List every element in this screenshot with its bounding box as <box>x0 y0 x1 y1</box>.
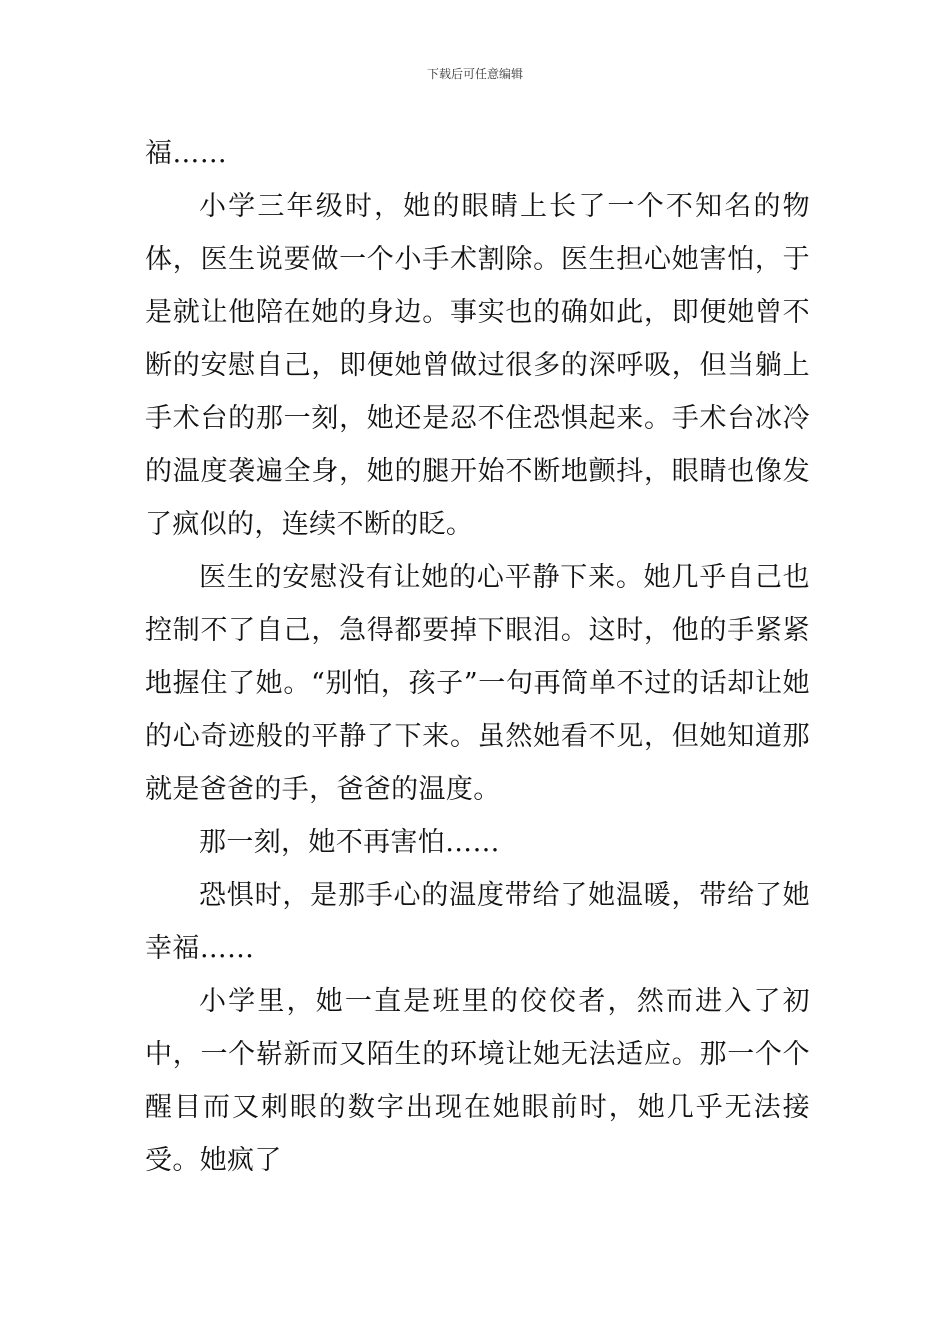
paragraph-continuation: 福…… <box>145 138 228 169</box>
paragraph-eye-surgery: 小学三年级时，她的眼睛上长了一个不知名的物体，医生说要做一个小手术割除。医生担心她害怕，于是就让他陪在她的身边。事实也的确如此，即便她曾不断的安慰自己，即便她曾做过很多的深呼吸，但当躺上手术台的那一刻，她还是忍不住恐惧起来。手术台冰冷的温度袭遍全身，她的腿开始不断地颤抖，眼睛也像发了疯似的，连续不断的眨。 <box>145 191 810 540</box>
paragraph-warmth: 恐惧时，是那手心的温度带给了她温暖，带给了她幸福…… <box>145 880 810 964</box>
paragraph-no-fear: 那一刻，她不再害怕…… <box>199 827 500 858</box>
page-header: 下载后可任意编辑 <box>426 67 523 81</box>
paragraph-father-hand: 医生的安慰没有让她的心平静下来。她几乎自己也控制不了自己，急得都要掉下眼泪。这时，他的手紧紧地握住了她。“别怕，孩子”一句再简单不过的话却让她的心奇迹般的平静了下来。虽然她看不见，但她知道那就是爸爸的手，爸爸的温度。 <box>145 562 810 805</box>
paragraph-middle-school: 小学里，她一直是班里的佼佼者，然而进入了初中，一个崭新而又陌生的环境让她无法适应。那一个个醒目而又刺眼的数字出现在她眼前时，她几乎无法接受。她疯了 <box>145 986 810 1176</box>
document-body <box>145 127 810 1187</box>
